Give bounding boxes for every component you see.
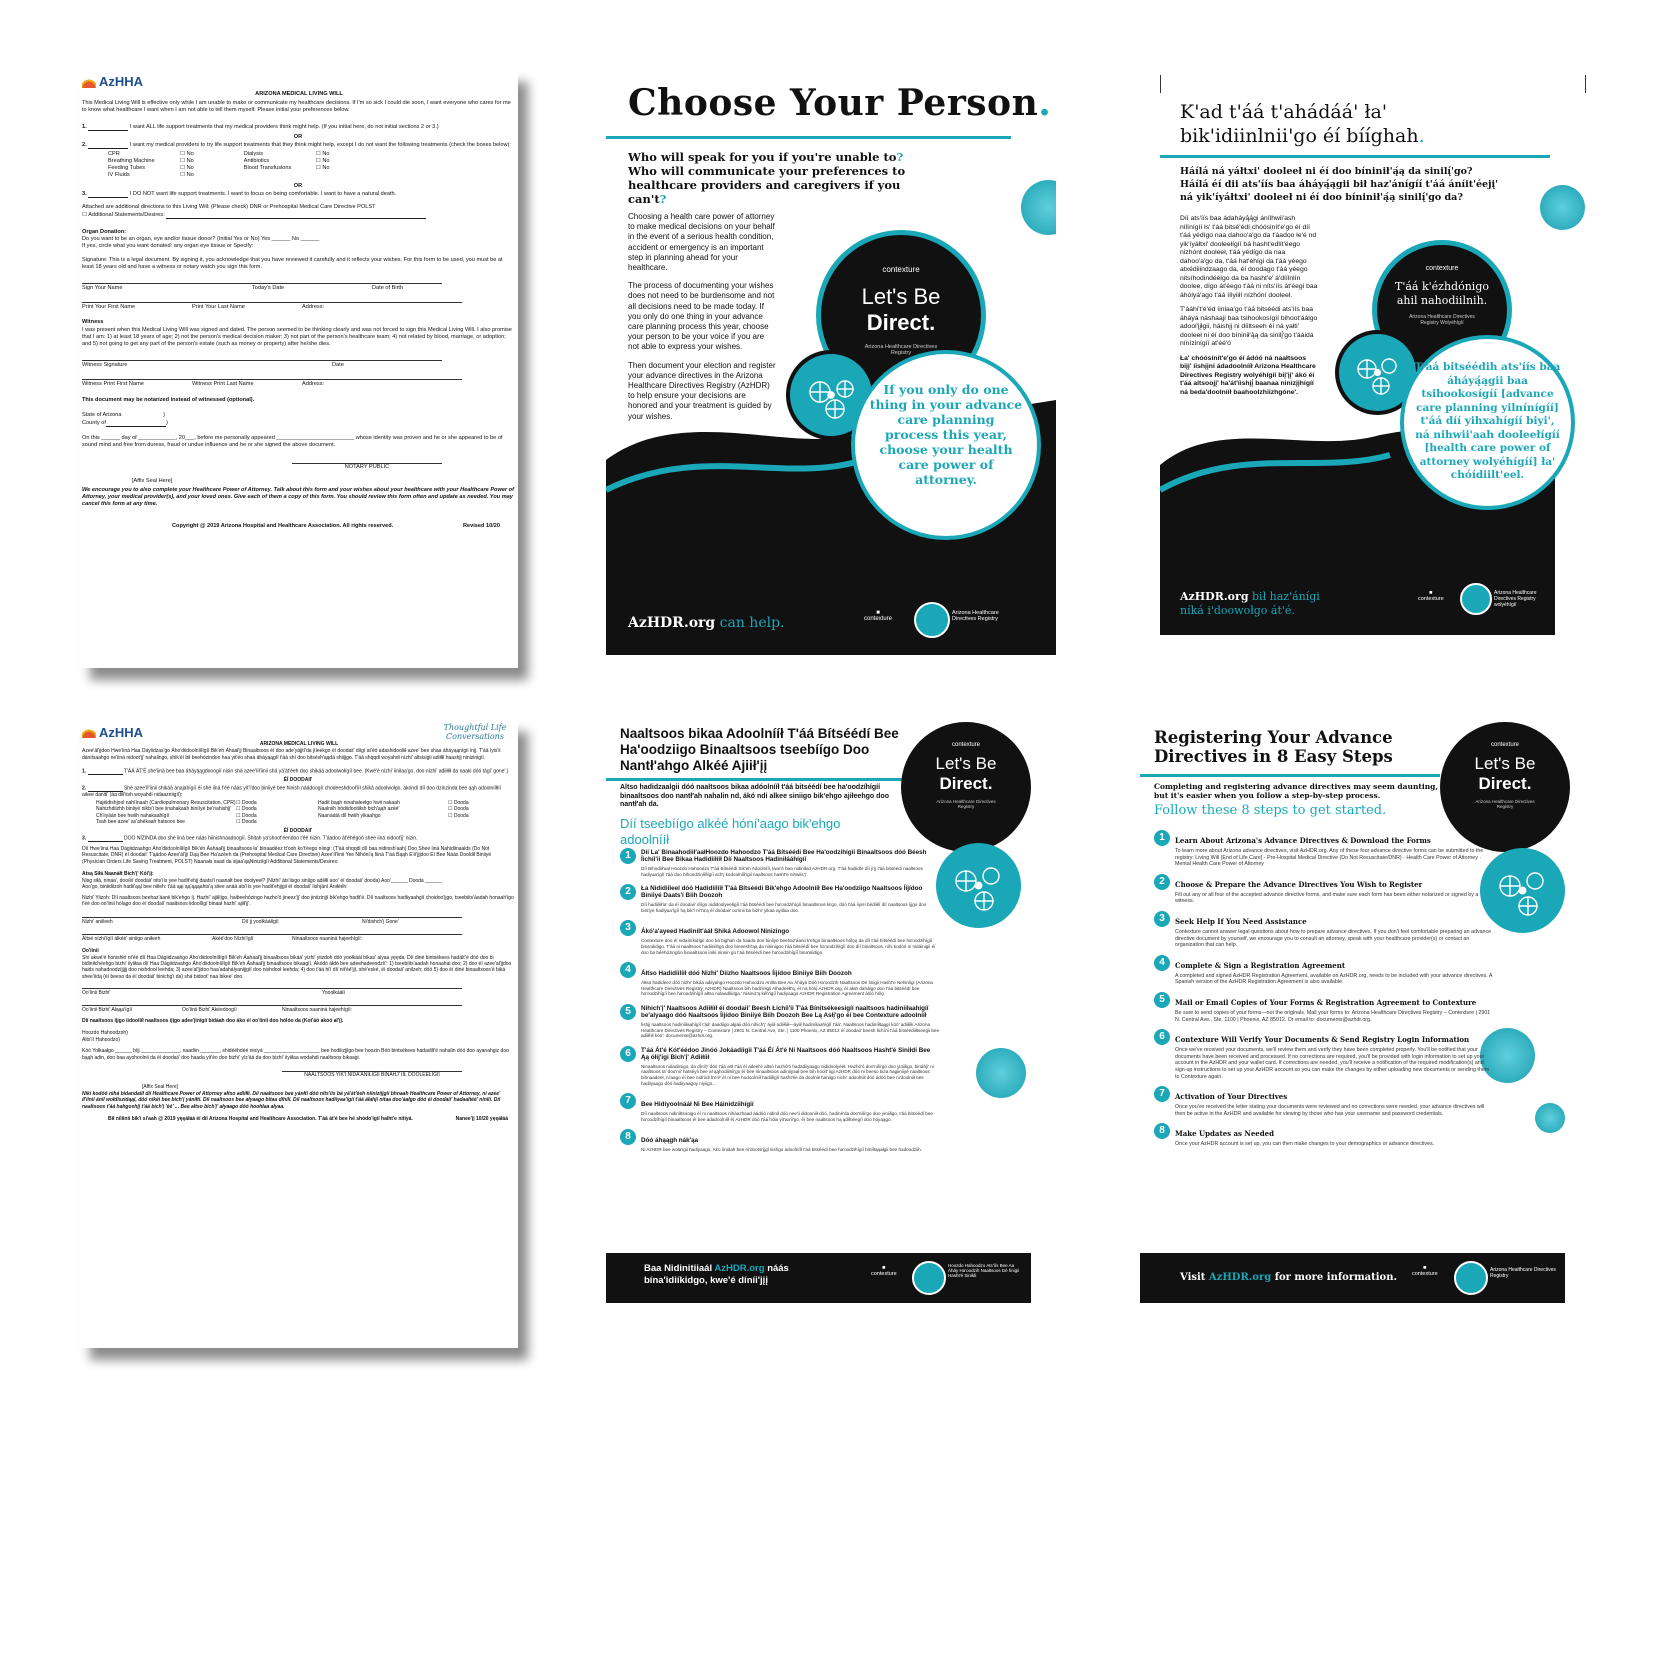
or-separator: OR: [293, 133, 303, 140]
attached-directions: Attached are additional directions to this Living Will: (Please check) DNR or Prehospital Medical Care Directive POLST: [82, 203, 376, 210]
lets-be-direct-badge: contexture Let's Be Direct. Arizona Healthcare Directives Registry: [816, 230, 986, 400]
thoughtful-life-logo: Thoughtful Life Conversations: [443, 723, 507, 741]
checkbox[interactable]: ☐: [180, 172, 186, 179]
decorative-blob: [1021, 180, 1056, 235]
flyer-questions: Who will speak for you if you're unable to? Who will communicate your preferences to healthcare providers and caregivers if you can't?: [628, 150, 906, 206]
flyer-title: K'ad t'áá t'ahádáá' ła' bik'idiinlnii'go éí bííghah.: [1180, 101, 1425, 147]
navajo-choose-your-person-flyer: K'ad t'áá t'ahádáá' ła' bik'idiinlnii'go éí bííghah. Háílá ná yáłtxi' dooleeł ni éí doo bíninił'ą́ą da sinilį́'go? Háílá éí dii ats'íís baa áháyą́ągii bił haz'ánígíí t'áá áníit'éejį' ná yik'íyáłtxi' dooleeł ni éí doo bíninił'ą́ą sinilį́'go da? Díí ats'íís baa ádaháyą́ą́gi ánílhwii'ash nílínígíí łs' t'áá bitsé'édí chóósinít'e'go éí díí t'áá yédígo naa dahoo'a'go da t'áadoo łe'é nd yik'íyáłtxi' dooleełígíí bá hasht'edlít'éego nizhónt dooleeł, t'áá yédígo da naa dahoo'a'go da, t'áá hat'éhígi da t'áá yéego atxédiiindzaago da, éí doodago t'áá yéego nitsíhodindéélgo da ba hasht'e' á'díílnlín doolee, dígo át'éego t'áá ni níts'íís át'éegi baa áhólyá'ago t'áá íílyiiłí nízhóní dooleeł. T'ááhi't'é'éd íinlaa'go t'áá bitséédi ats'íís baa áháyá náshaaji baa tsihookosígíí bihoot'áálgo adool'įįłgii, háishįį ni díiltseeh éí ná yałti' dooleeł ni éí doo bíninił'ą́ą da sinilį́'go t'ááidá nínízinígíí at'éé'ó Ła' chóósínít'e'go éí ádóó ná naałtsoos biįį' íishįįni ádadoolnííł Arizona Healthcare Directives Registry wolyéhígíí biį'įį' ákó éí t'áá altsoojį' ha'át'íishįį́ baanaa ninizįįhígíí ná beda'doolnííł baahoolzhiizhgóne'. contexture T'áá k'ézhdónigo ahil nahodiilnih. Arizona Healthcare Directives Registry Wolyéhígíí T'áá bitséédih ats'íís baa áháyą́ągii baa tsihookosígíí [advance care planning yilnínígíí] t'áá díí yihxahígíí biyi', ná nihwii'aah dooleełígíí [health care power of attorney wolyéhígíí] ła' chóídiilt'eel. AzHDR.org bił haz'ánígi níká i'doowołgo át'é. ■ contexture Arizona Healthcare Directives Registry wolyéhígíí: [1160, 75, 1610, 635]
dandelion-icon: [936, 843, 1021, 928]
intro-text: Azee'ál'įįdoo Hwe'iiná Haa Dáyiidzas'go Áho'diidoolnííłígíí Bik'eh Áhaał'įį Binaaltsoos éí doo ade'yáįįtí'da jííeekgo éí doodaii' diígí at'éó adashidooliił azee' bee shaa áháyąąnígii ínįį. T'áá íyis'ii dánitsaahgo ne'iiná nidoot'įį' nahalingo, shik'éí bił beehózindoo haa yit'éo shaa áháyąągíí t'áá shí doo bitsésh'ąądá shiiįįgo. T'áá shqqdi woyahdi nízhi' altsisigii adiiłłí haashįį ninizinigíí.: [82, 748, 501, 761]
document-title: ARIZONA MEDICAL LIVING WILL: [255, 91, 343, 97]
living-will-english-page: AzHHA ARIZONA MEDICAL LIVING WILL This Medical Living Will is effective only while I am unable to make or communicate my healthcare decisions. If I'm so sick I could die soon, I want everyone who cares for me to know what healthcare I want when I am not able to tell them myself. Please initial your preferences below. 1. I want ALL life support treatments that my medical providers think might help. (If you initial here, do not initial sections 2 or 3.) OR 2. I want my medical providers to try life support treatments that they think might help, except I do not want the following treatments (check the boxes below): CPR ☐ No Breathing Machine ☐ No Feeding Tubes ☐ No IV Fluids ☐ No Dialysis ☐ No Antibiotics ☐ No Blood Transfusions ☐ No OR 3. I DO NOT want life support treatments. I want to focus on being comfortable. I want to have a natural death. Attached are additional directions to this Living Will: (Please check) DNR or Prehospital Medical Care Directive POLST ☐ Additional Statements/Desires: Organ Donation: Do you want to be an organ, eye and/or tissue donor? (Initial Yes or No) Yes ______ No ______ If yes, circle what you want donated: any organ eye tissue or Specify: Signature: This is a legal document. By signing it, you acknowledge that you have reviewed it carefully and it reflects your wishes. For this form to be used, you must be at least 18 years old and have a witness or notary watch you sign this form. Sign Your Name Today's Date Date of Birth Print Your First Name Print Your Last Name Address: Witness I was present when this Medical Living Will was signed and dated. The person seemed to be thinking clearly and was not forced to sign this Medical Living Will. I also promise that I am: 1) at least 18 years of age; 2) not the person's medical decision maker; 3) not part of the person's healthcare team; 4) not related by blood, marriage, or adoption; and 5) not going to get any part of the person's estate (such as money or property) after he/she dies. Witness Signature Date Witness Print First Name Witness Print Last Name Address: This document may be notarized instead of witnessed (optional). State of Arizona ) County of ) On this ______ day of ____________, 20___, before me personally appeared _________________________ whose identity was proven and he or she appeared to be of sound mind and free from duress, fraud or undue influence and he or she signed the above document. NOTARY PUBLIC [Affix Seal Here] We encourage you to also complete your Healthcare Power of Attorney. Talk about this form and your wishes about your healthcare with your Healthcare Power of Attorney, your medical provider(s), and your loved ones. Give each of them a copy of this form. You should review this form often and update as needed. You may cancel this form at any time. Copyright @ 2019 Arizona Hospital and Healthcare Association. All rights reserved. Revised 10/20: [80, 70, 518, 668]
witness-statement: I was present when this Medical Living Will was signed and dated. The person seemed to be thinking clearly and was not forced to sign this Medical Living Will. I also promise that I am: 1) at least 18 years of age; 2) not the person's medical decision maker; 3) not part of the person's healthcare team; 4) not related by blood, marriage, or adoption; and 5) not going to get any part of the person's estate (such as money or property) after he/she dies.: [82, 326, 512, 348]
navajo-registration-steps-flyer: Naaltsoos bikaa Adoolnííł T'áá Bítséédí Bee Ha'oodziigo Binaaltsoos tseebíígo Doo Nantł'ahgo Alkéé Ajiił'įį Altso hadidzaalgii dóó naaltsoos bikaa adóolnííł t'áá bitséédí bee ha'oodzíhígíí binaaltsoos doo nantł'ah nahalin nd, ákó ndi alkee siniigo bik'ehgo ajiłeehgo doo nantł'ah da. Díí tseebíígo alkéé hóní'aago bik'ehgo adoolnííł contexture Let's Be Direct. Arizona Healthcare Directives Registry 1 Díí La' Binaahodiił'aałHoozdo Hahoodzo T'áá Bítséédi Bee Ha'oodzihígíí Binaaltsoos dóó Béesh Íichíi'ii Bee Bikaa Hadidiiłííł Díí Naaltsoos Hadiniłááhígíí Díí Bihodiił'aał Hoozdo Hahoodzo T'áá Bítséédi Sik'eh Adoolnííł, kwe'é baa nidiníkid AzHDR.org. T'áá hadiidlé díí ji'įį t'áá bitséédi naaltsoos hadiyaa'ígíí t'áá doo bihoodzinlííłígíí ach'į kodoolnííł'igii naaltsoos hasht'e nihwiis'į'. 2 Ła Nididiileel dóó Hadidiilíił T'áá Bítséédi Bik'ehgo Adoolnííł Bee Ha'oodziigo Naaltsoos Íijídoo Biniiyé Daats'í Biih Doozoh Díí hadiiliił'ia' da éí doodaii' díígo nididoolyeełígíí t'áá bitséédí bee ha'oodzihígíí binaaltsoos ła'go, dóó t'áá íiyisí bédiiłíí díí naaltsoos íįįgo doo binííyé hadiyaa'ígíí hą bik'í ni't'a'ą éí doodaii' oo'iinii bá bizhi' yikaa ayiilaa doo. 3 Ákó'a'ayeed Hadinílt'ááł Shiká Adoowol Ninizingo Contexture doo éí nidaíníkidígií doo bá bighah da haada doo biniiyé beehaz'áanii k'ehgo binaaltsoos hólǫǫ da díí t'áá bítséédí bee ha'oodzihígíí bina'alidigo. T'áá ni naaltsoos hadiiniihgo doo bineeshl'ąą da nininigoo t'áá bitséédí bee ha'oodzihígíí doo díí binaltsoos. nihi kodóó ni nidáinigii éí doo bá bééhózingóo binaaltsoos iniki ninsin go t'áá bitséédí bee ha'oodzihígíí bina'alidigo. 4 Áłtso Hadidiilíił dóó Nizhi' Diizho Naaltsoos Íijídoo Biniiyé Biih Doozoh Áłtso hadideez dóó nizhi' bikáa adiiyahgo Hoozdo Hahoodzo Anilta Bee Aa Áháyá Dóó Ha'oodzih Naaltsoos Dé Íinigii Hasht'e Nehinligi (Arizona Healthcare Directives Registry, AzHDR) Naaltsoos bih hadzinlgii Alhadeéłt'ą, éí ná hólǫ́ AzHDR.org, éí ałah daháłgo doo t'áá bitséédí bee ha'oodzihígíí bee ha'oodzihígíí ałtso nidaadliidga.' Nisiniz'ą kéh'igíí hadiyaago AzHDR Registration Agreement álóó hólǫ. 5 Nihich'į' Naaltsoos Adiiłííł éí doodaii' Beesh Łichíi'ii T'áá Bínitsékeesigíí naaltsoos hadiniiłaahígíí be'alyaago dóó Naaltsoos Íijídoo Biniiyé Biih Doozoh Bee Lą Asłį'go éí bee Contexture adoolnííł Íishįį naaltsoos hadiníiłaahígíí t'áá' daadiigo ałgáii dóó nihich'į' áyiił adiiłíiił—áyiił hadiníiłaahígíí t'áá'. Naaltsoos hadiníiłtąągí kóó' adiiłíiłí Arizona Healthcare Directives Registry – Contexture | 2901 N. Central Ave, Ste. | 1100 Phoenix, AZ 85012 éí doodaii' beesh łichíi'ii t'áá bítséédiiłtseegii bee adiiłíiił kóó': documents@azhdr.org. 6 T'áá Át'é Kót'éédoo Jinóó Jokáadiigii T'áá Éí Át'é Ni Naaltsoos dóó Naaltsoos Hasht'é Siniłdi Bee Ąą ółij'igi Bich'į' Adiiłíił Ninaaltsoos nidadiinigo, da dínii'į' dóó t'áá anł t'áá éí adeel'é altsó hazhó'ó hadadiiyaago nididoolyééł. Hazhó'ó doo'nilii'go doo yiniiłigo, bináhji' ni naaltsoos la' doo'nii' hatséyíi bee ał ąąhodiilnii'go éí bee ninaaltsoos adiniiyaał bee bih hoolt' iigi AzHDR dóó ni beeso biza hagiiniiyé naaltsoos bihnaadeeł, ni'aago éí bee nidi'iidi k'e'é' éí ni bee hodoolniíł hadiiłígíí hasht'ée da doolniił haniigo nichi' adoolniił dóó ádóó bee ni'doolniił bee hadiiyaago dóó hadiiyaagoy niyiigo... 7 Bee Hidiyoolnááł Ni Bee Háinídziihígíí Díí naaltsoos nidiníłtsooigo éí ni naaltsoos niháazhaad áádóó nidinił dóó nee'ii didooniił dóó, hadiné'da doo'nilii'go doo yiniiłigo, t'áá bitséédí bee ha'oodzihígíí binaaltsoos éí bee ádadoolnííł éí AzHDR dóó t'áá hóla yit'aa'ii'go. éí bee naaltsoos hą ądiłnéegíí doo hóyąągo. 8 Dóó áhąągh nák'ąa Ni AzHDR bee woła'igii hadiyaago, Ako íinidah bee ni'dootsi'įįgí iiishgo adoolnííł t'áá bitséédí bee ha'oodzihígíí biníłtąąałgii bee hadoodziih. Baa Nidinitiiaál AzHDR.org náás bína'idiíkidgo, kwe'é díníi'jįį ■ contexture Hoozdo Hahoodzo Ats'íís Bee Aa Áháy Ha'oodzih Naaltsoos Dé Íinigii Hasht'é Siniłdi: [606, 718, 1056, 1303]
footer-link[interactable]: AzHDR.org can help.: [628, 615, 785, 631]
lets-be-direct-badge: contexture Let's Be Direct. Arizona Healthcare Directives Registry: [901, 722, 1031, 852]
checkbox[interactable]: ☐: [180, 150, 186, 157]
option-1: I want ALL life support treatments that my medical providers think might help. (If you initial here, do not initial sections 2 or 3.): [129, 123, 439, 130]
option-2: I want my medical providers to try life support treatments that they think might help, except I do not want the following treatments (check the boxes below):: [129, 141, 511, 148]
azhha-logo: AzHHA: [82, 723, 143, 741]
footer-link[interactable]: AzHDR.org bił haz'ánígi níká i'doowołgo át'é.: [1180, 590, 1320, 617]
decorative-blob: [1535, 1103, 1565, 1133]
treatment-checklist: CPR ☐ No Breathing Machine ☐ No Feeding Tubes ☐ No IV Fluids ☐ No Dialysis ☐ No Antibiotics ☐ No Blood Transfusions ☐ No: [108, 150, 330, 179]
flyer-title: Naaltsoos bikaa Adoolnííł T'áá Bítséédí Bee Ha'oodziigo Binaaltsoos tseebíígo Doo Nantł'ahgo Alkéé Ajiił'įį: [620, 726, 899, 773]
intro-text: This Medical Living Will is effective only while I am unable to make or communicate my healthcare decisions. If I'm so sick I could die soon, I want everyone who cares for me to know what healthcare I want when I am not able to tell them myself. Please initial your preferences below.: [82, 100, 511, 114]
footer-bar: Visit AzHDR.org for more information. ■ contexture Arizona Healthcare Directives Registry: [1140, 1253, 1565, 1303]
registry-seal: [914, 602, 950, 638]
flyer-title: Choose Your Person.: [628, 82, 1052, 124]
contexture-logo: ■ contexture: [871, 1265, 897, 1277]
checkbox[interactable]: ☐: [180, 158, 186, 165]
steps-list: 1 Learn About Arizona's Advance Directives & Download the Forms To learn more about Arizona advance directives, visit AzHDR.org. Any of these four advance directive forms can be submitted to the registry: Living Will (End of Life Care) · Pre-Hospital Medical Directive (Do Not Resuscitate/DNR) · Health Care Power of Attorney · Mental Health Care Power of Attorney 2 Choose & Prepare the Advance Directives You Wish to Register Fill out any or all four of the accepted advance directive forms, and make sure each form has been either notarized or signed by a witness. 3 Seek Help If You Need Assistance Contexture cannot answer legal questions about how to prepare advance directives. If you don't feel comfortable preparing an advance directive document by yourself, we encourage you to consult an attorney, speak with your healthcare provider(s) or contact an organization that can help. 4 Complete & Sign a Registration Agreement A completed and signed AzHDR Registration Agreement, available on AzHDR.org, needs to be included with your advance directives. A Spanish version of the AzHDR Registration Agreement is also available. 5 Mail or Email Copies of Your Forms & Registration Agreement to Contexture Be sure to send copies of your forms—not the originals. Mail your forms to: Arizona Healthcare Directives Registry – Contexture | 2901 N. Central Ave., Ste. 1100 | Phoenix, AZ 85012. Or email to: documents@azhdr.org. 6 Contexture Will Verify Your Documents & Send Registry Login Information Once we've received your documents, we'll review them and verify they have been completed properly. You'll be notified that your documents have been received and processed. If no corrections are required, you'll be provided with login information to set up your account in the AzHDR and your wallet card. If corrections are needed, you'll receive a notification of the required modification(s) and sign-up instructions to set up your AzHDR account so you can make the changes by either uploading new documents or sending them to Contexture again. 7 Activation of Your Directives Once you've received the letter stating your documents were reviewed and no corrections were needed, your advance directives will then be active in the AzHDR and available for viewing by those who has your username and password credentials. 8 Make Updates as Needed Once your AzHDR account is set up, you can then make changes to your demographics or advance directives.: [1154, 830, 1494, 1154]
registry-seal: [912, 1261, 946, 1295]
organ-donation-title: Organ Donation:: [82, 229, 127, 236]
checkbox[interactable]: ☐: [315, 158, 321, 165]
flyer-body: Choosing a health care power of attorney to make medical decisions on your behalf in the event of a serious health condition, accident or emergency is an important step in planning ahead for your healthcare. The process of documenting your wishes does not need to be burdensome and not all decisions need to be made today. If you only do one thing in your advance care planning process this year, choose your person to be your voice if you are not able to express your wishes. Then document your election and register your advance directives in the Arizona Healthcare Directives Registry (AzHDR) to help ensure your decisions are honored and your treatment is guided by your wishes.: [628, 212, 776, 421]
checkbox[interactable]: ☐: [315, 165, 321, 172]
callout-circle: If you only do one thing in your advance care planning process this year, choose your health care power of attorney.: [851, 350, 1041, 540]
steps-list: 1 Díí La' Binaahodiił'aałHoozdo Hahoodzo T'áá Bítséédi Bee Ha'oodzihígíí Binaaltsoos dóó Béesh Íichíi'ii Bee Bikaa Hadidiiłííł Díí Naaltsoos Hadiniłááhígíí Díí Bihodiił'aał Hoozdo Hahoodzo T'áá Bítséédi Sik'eh Adoolnííł, kwe'é baa nidiníkid AzHDR.org. T'áá hadiidlé díí ji'įį t'áá bitséédi naaltsoos hadiyaa'ígíí t'áá doo bihoodzinlííłígíí ach'į kodoolnííł'igii naaltsoos hasht'e nihwiis'į'. 2 Ła Nididiileel dóó Hadidiilíił T'áá Bítséédi Bik'ehgo Adoolnííł Bee Ha'oodziigo Naaltsoos Íijídoo Biniiyé Daats'í Biih Doozoh Díí hadiiliił'ia' da éí doodaii' díígo nididoolyeełígíí t'áá bitséédí bee ha'oodzihígíí binaaltsoos ła'go, dóó t'áá íiyisí bédiiłíí díí naaltsoos íįįgo doo binííyé hadiyaa'ígíí hą bik'í ni't'a'ą éí doodaii' oo'iinii bá bizhi' yikaa ayiilaa doo. 3 Ákó'a'ayeed Hadinílt'ááł Shiká Adoowol Ninizingo Contexture doo éí nidaíníkidígií doo bá bighah da haada doo biniiyé beehaz'áanii k'ehgo binaaltsoos hólǫǫ da díí t'áá bítséédí bee ha'oodzihígíí bina'alidigo. T'áá ni naaltsoos hadiiniihgo doo bineeshl'ąą da nininigoo t'áá bitséédí bee ha'oodzihígíí doo díí binaltsoos. nihi kodóó ni nidáinigii éí doo bá bééhózingóo binaaltsoos iniki ninsin go t'áá bitséédí bee ha'oodzihígíí bina'alidigo. 4 Áłtso Hadidiilíił dóó Nizhi' Diizho Naaltsoos Íijídoo Biniiyé Biih Doozoh Áłtso hadideez dóó nizhi' bikáa adiiyahgo Hoozdo Hahoodzo Anilta Bee Aa Áháyá Dóó Ha'oodzih Naaltsoos Dé Íinigii Hasht'e Nehinligi (Arizona Healthcare Directives Registry, AzHDR) Naaltsoos bih hadzinlgii Alhadeéłt'ą, éí ná hólǫ́ AzHDR.org, éí ałah daháłgo doo t'áá bitséédí bee ha'oodzihígíí bee ha'oodzihígíí ałtso nidaadliidga.' Nisiniz'ą kéh'igíí hadiyaago AzHDR Registration Agreement álóó hólǫ. 5 Nihich'į' Naaltsoos Adiiłííł éí doodaii' Beesh Łichíi'ii T'áá Bínitsékeesigíí naaltsoos hadiniiłaahígíí be'alyaago dóó Naaltsoos Íijídoo Biniiyé Biih Doozoh Bee Lą Asłį'go éí bee Contexture adoolnííł Íishįį naaltsoos hadiníiłaahígíí t'áá' daadiigo ałgáii dóó nihich'į' áyiił adiiłíiił—áyiił hadiníiłaahígíí t'áá'. Naaltsoos hadiníiłtąągí kóó' adiiłíiłí Arizona Healthcare Directives Registry – Contexture | 2901 N. Central Ave, Ste. | 1100 Phoenix, AZ 85012 éí doodaii' beesh łichíi'ii t'áá bítséédiiłtseegii bee adiiłíiił kóó': documents@azhdr.org. 6 T'áá Át'é Kót'éédoo Jinóó Jokáadiigii T'áá Éí Át'é Ni Naaltsoos dóó Naaltsoos Hasht'é Siniłdi Bee Ąą ółij'igi Bich'į' Adiiłíił Ninaaltsoos nidadiinigo, da dínii'į' dóó t'áá anł t'áá éí adeel'é altsó hazhó'ó hadadiiyaago nididoolyééł. Hazhó'ó doo'nilii'go doo yiniiłigo, bináhji' ni naaltsoos la' doo'nii' hatséyíi bee ał ąąhodiilnii'go éí bee ninaaltsoos adiniiyaał bee bih hoolt' iigi AzHDR dóó ni beeso biza hagiiniiyé naaltsoos bihnaadeeł, ni'aago éí bee nidi'iidi k'e'é' éí ni bee hodoolniíł hadiiłígíí hasht'ée da doolniił haniigo nichi' adoolniił dóó ádóó bee ni'doolniił bee hadiiyaago dóó hadiiyaagoy niyiigo... 7 Bee Hidiyoolnááł Ni Bee Háinídziihígíí Díí naaltsoos nidiníłtsooigo éí ni naaltsoos niháazhaad áádóó nidinił dóó nee'ii didooniił dóó, hadiné'da doo'nilii'go doo yiniiłigo, t'áá bitséédí bee ha'oodzihígíí binaaltsoos éí bee ádadoolnííł éí AzHDR dóó t'áá hóla yit'aa'ii'go. éí bee naaltsoos hą ądiłnéegíí doo hóyąągo. 8 Dóó áhąągh nák'ąa Ni AzHDR bee woła'igii hadiyaago, Ako íinidah bee ni'dootsi'įįgí iiishgo adoolnííł t'áá bitséédí bee ha'oodzihígíí biníłtąąałgii bee hadoodziih.: [620, 848, 940, 1160]
contexture-logo: ■ contexture: [1418, 590, 1444, 602]
choose-your-person-flyer: Choose Your Person. Who will speak for you if you're unable to? Who will communicate your preferences to healthcare providers and caregivers if you can't? Choosing a health care power of attorney to make medical decisions on your behalf in the event of a serious health condition, accident or emergency is an important step in planning ahead for your healthcare. The process of documenting your wishes does not need to be burdensome and not all decisions need to be made today. If you only do one thing in your advance care planning process this year, choose your person to be your voice if you are not able to express your wishes. Then document your election and register your advance directives in the Arizona Healthcare Directives Registry (AzHDR) to help ensure your decisions are honored and your treatment is guided by your wishes. contexture Let's Be Direct. Arizona Healthcare Directives Registry If you only do one thing in your advance care planning process this year, choose your health care power of attorney. AzHDR.org can help. ■ contexture Arizona Healthcare Directives Registry: [606, 70, 1056, 655]
checkbox[interactable]: ☐: [180, 165, 186, 172]
flyer-title: Registering Your Advance Directives in 8 Easy Steps: [1154, 728, 1393, 766]
treatment-checklist: Hajéidishjool nahíínaah (Cardiopulmonary Resuscitation, CPR) ☐ Dooda Nahizhdiizhh biniiyé nikts'i bee iinahakaah binííyé be'nahishįį' ☐ Dooda Ch'iiyáán bee hwiih nahakaahígíí ☐ Dooda Tsah bee azee' as'ahékaah hatsoos bee ☐ Dooda Hadit bąąh ninahałeełgo hwii nakaah ☐ Dooda Naalniih hódiidootiiłsh bich'ąąh azéé' ☐ Dooda Naanáátá díl hwiih yikaahgo ☐ Dooda: [96, 800, 469, 826]
registry-seal: [1460, 583, 1492, 615]
option-3: I DO NOT want life support treatments. I want to focus on being comfortable. I want to have a natural death.: [129, 190, 397, 197]
lets-be-direct-badge: contexture T'áá k'ézhdónigo ahil nahodiilnih. Arizona Healthcare Directives Registry Wolyéhígíí: [1372, 240, 1512, 380]
decorative-blob: [976, 1048, 1026, 1098]
signature-statement: Signature: This is a legal document. By signing it, you acknowledge that you have reviewed it carefully and it reflects your wishes. For this form to be used, you must be at least 18 years old and have a witness or notary watch you sign this form.: [82, 256, 503, 270]
lets-be-direct-badge: contexture Let's Be Direct. Arizona Healthcare Directives Registry: [1440, 722, 1570, 852]
registry-seal: [1454, 1261, 1488, 1295]
encouragement-note: We encourage you to also complete your Healthcare Power of Attorney. Talk about this form and your wishes about your healthcare with your Healthcare Power of Attorney, your medical provider(s), and your loved ones. Give each of them a copy of this form. You should review this form often and update as needed. You may cancel this form at any time.: [82, 486, 514, 508]
footer-bar: Baa Nidinitiiaál AzHDR.org náás bína'idiíkidgo, kwe'é díníi'jįį ■ contexture Hoozdo Hahoodzo Ats'íís Bee Aa Áháy Ha'oodzih Naaltsoos Dé Íinigii Hasht'é Siniłdi: [606, 1253, 1031, 1303]
document-title: ARIZONA MEDICAL LIVING WILL: [259, 741, 339, 747]
decorative-blob: [1540, 185, 1585, 230]
flyer-body: Díí ats'íís baa ádaháyą́ą́gi ánílhwii'ash nílínígíí łs' t'áá bitsé'édí chóósinít'e'go éí díí t'áá yédígo naa dahoo'a'go da t'áadoo łe'é nd yik'íyáłtxi' dooleełígíí bá hasht'edlít'éego nizhónt dooleeł, t'áá yédígo da naa dahoo'a'go da, t'áá hat'éhígi da t'áá yéego atxédiiindzaago da, éí doodago t'áá yéego nitsíhodindéélgo da ba hasht'e' á'díílnlín doolee, dígo át'éego t'áá ni níts'íís át'éegi baa áhólyá'ago t'áá íílyiiłí nízhóní dooleeł. T'ááhi't'é'éd íinlaa'go t'áá bitséédi ats'íís baa áháyá náshaaji baa tsihookosígíí bihoot'áálgo adool'įįłgii, háishįį ni díiltseeh éí ná yałti' dooleeł ni éí doo bíninił'ą́ą da sinilį́'go t'ááidá nínízinígíí at'éé'ó Ła' chóósínít'e'go éí ádóó ná naałtsoos biįį' íishįįni ádadoolnííł Arizona Healthcare Directives Registry wolyéhígíí biį'įį' ákó éí t'áá altsoojį' ha'át'íishįį́ baanaa ninizįįhígíí ná beda'doolnííł baahoolzhiizhgóne'.: [1180, 215, 1318, 396]
azhha-logo: AzHHA: [82, 74, 518, 89]
living-will-navajo-page: AzHHA Thoughtful Life Conversations ARIZONA MEDICAL LIVING WILL Azee'ál'įįdoo Hwe'iiná Haa Dáyiidzas'go Áho'diidoolnííłígíí Bik'eh Áhaał'įį Binaaltsoos éí doo ade'yáįįtí'da jííeekgo éí doodaii' diígí at'éó adashidooliił azee' bee shaa áháyąąnígii ínįį. T'áá íyis'ii dánitsaahgo ne'iiná nidoot'įį' nahalingo, shik'éí bił beehózindoo haa yit'éo shaa áháyąągíí t'áá shí doo bitsésh'ąądá shiiįįgo. T'áá shqqdi woyahdi nízhi' altsisigii adiiłłí haashįį ninizinigíí. 1. T'ÁÁ ÁT'É she'iiná bee baa áháyą́ągdooogíí nisin shá azee'ííł'iinii shá yá'át'éeh doo shikáá adoolwołígíí bee. (Kwé'é nízhi' iinilaa'go, doo nízhi' adiiłłíł da naaki dóó tágí' gone'.) ÉÍ DOODAII' 2. Shé azee'íł'íinii shikáá ánajahígíí éí shé iiná t'éé náás yít'i'doo biniiyé bee hinish náádoogíí chodeeshdooł'ííł shiká adoolwołgo, akóndí díí doo dzinzinda bee ąąh adoolnííłłíí aikee daniti' (áa diił'iish woyahdi nidaazniigíí): Hajéidishjool nahíínaah (Cardiopulmonary Resuscitation, CPR) ☐ Dooda Nahizhdiizhh biniiyé nikts'i bee iinahakaah binííyé be'nahishįį' ☐ Dooda Ch'iiyáán bee hwiih nahakaahígíí ☐ Dooda Tsah bee azee' as'ahékaah hatsoos bee ☐ Dooda Hadit bąąh ninahałeełgo hwii nakaah ☐ Dooda Naalniih hódiidootiiłsh bich'ąąh azéé' ☐ Dooda Naanáátá díl hwiih yikaahgo ☐ Dooda ÉÍ DOODAII' 3. DOO NÍZINDA doo shé iiná bee náás hiinishnaadoogíí. Shitah ya'shoot'éendoo t'éé nizin. T'áadoo át'éhégóó shee iiná nidoot'įį' nizin. Díí Hwe'iiná Haa Dágiidzaahgo Áho'diidoolnííłígíí Bik'eh Áahaał'įį binaaltsoos ła' binaadéez tt'ooh ko't'éego niingi: (T'áá shqqdi díí baa nidinish'aah) Doo Shee iiná Nahidiinaalds (Do Not Resuscitate, DNR) éí doodaii' T'ąádoo Azee'ál'įįi Dąą Bee Ha'azéeh da (Prehospital Medical Care Directive) Azee'íł'íinii Yee Nihóni'ą Iiiná T'áá Bąąh E'é'jįįdoo Éí Bee Náás Dooldił Biniiyé (Physician Orders Life Saving Treatment, POLST) Naanałs saad da sijaa'ąąNiniziígíí Additional Statements/Desires: Atsą Siłá Naanáłt Bich'į' Kóí'įį: Nisg siłá, ninaa', doo/éí doodaii' nits'íís yee hadít'ehįį daatsi'i naanałt bee doolyeeł? (Nizhí' áts'iisgo siniigo adiiłłí aoo' éí doodaii' dooda) Aoo'______ Dooda ______ Aoo'go, biniidiizoh hadii'ąąí bee niileh: t'áá ąąi ąą'ąąąahts'ą siiee anáá ats'íís yee hadit'ehįįgii éí doodaii' íishjání Ániłééh: Nizhi' Yiizoh: Díí naaltsoos beehaz'áanii bik'ehgo íį. Hazhí' ajiiłíįgo, haibeehózingo hazho'ó jineez'įį' doo jiniizinįįí bik'ehgo hadit'é. Díí naaltsoos hadiiyaahgíí choidoo'įįgo, tseebiits'áadah honaah'igo t'éé doo oo'iinii hólągo doo éí doodaii' naaltsoos iidoolíigí binaał hazhi' ajiił'įį'. Nizhi' aniileeh Díí jį yoołkááłígíí Ni'dishch'į Gone' Áltsé nízhi'ígíí álkéé' siniigo aniłeeh Akéé'doo Nízhi'ígíí Ninaaltsoos naaniná hajeehígíí: Oo'íinii Shí akwé'é honishłó nt'éé díí Haa Dágiidzaahgo Áho'diidoolnííłígíí Bik'eh Áahaał'įį binaaltsoos bikáá' yizhi' yiizdoh dóó yoołkáál bikas' aiyaa yęęda. Díí diné bintsékees hadálť'é dóó doo bi bidiniłchéehgo bizhi' iiyiiłaa díí Haa Dágiidzaahgo Áho'diidoolnííłígíí Bik'eh Áahaał'įį binaaltsoos bikaagíí. Ákódó áłdó bee adeehadeesdzíí': 1) tseebíits'aadah honaahai doo; 2) doo éí azee'ał'jįdoo haids nahadoodzíįjįjį doo nishdooł leehda; 3) azee'al'įįdoo haa'adahályaniįįgíí doo nishdooł leehda; 4) doo t'áá hi'i díí nit'éé'įįí, shé'eské, éí doodaii' anilzeh; dóó 5) doo éí diné binaaltsoos'é biká shee'iídą (éí beeso da éí doodaii' binichg'i da) shá bidoot' naa bikee' doo. Oo'íinii Bizhi' Yooołkááłí Oo'íinii Bizhi' Ałąąa'ígíí Oo'íinii Bizhi' Akéedoogíí Ninaaltsoos naaniná hajeehígíí: Díí naaltsoos íįįgo iidooliíł naaltsoos íįįgo adee'jinígíí bidáah doo áko éí oo'íinii doo hólóo da (Kot'áó akóó ał'į). Hoozdo Hahoodzoh) Alts'íí Hahoodzo) Kóó Yołkaałgo ______ bíjį ______________, naadiin _______, shidééhdéé niniyá ____________________ bee hodiiizįįlgo bee hoozin Bóó bintsékees hadadilt'é nahalin dóó doo ayanahgiz doo bąąh adin, doo baa ayohoolnii da éí doodaii' doo haada yit'éo doo bizhi' yíz'áá da doo bizhi' iiyiiłaa wodahdi naaltsoos bikaagi. NAALTSOOS YIK'I NIDA'ANIŁÍGÍÍ BINAHJ' ÍIŁ DOOLEEŁÍGÍÍ [Affix Seal Here] Niki kodóó nihá bidandaiił díí Healthcare Power of Attorney ałtso adiiłłí. Díí naaltsoos bee yánłti dóó nits'íís bá yá'át'éeh niiniziįįgii bhnaah Healthcare Power of Attorney, ni azee' íł'íinii ánil wołdiszidąąí, dóó nikéi bee bich'į yániłti. Díí naaltsoos bee ałyaago bitaa dihilí. Díí naaltsoos hadíiyaa'ígíí t'áá áłahji nitaa doo'áałgo dóó éí doodaii' hadaaltéé' ninilí. Díí naaltsoos t'áá hahgoshįį t'áá bich'į 'éé' ... Bee ałtso bich'į' ałyaago dóó hoohłaa ałyaa. Bił nílíinii bik'i si'aah @ 2019 yęęáłáá éí díí Arizona Hospital and Healthcare Association. T'áá át'é bee hé shódo'ígíí haiht'e nitiyá. Nanee'įį 10/20 yęęáłáá: [80, 720, 518, 1348]
contexture-logo: ■ contexture: [1412, 1265, 1438, 1277]
contexture-logo: ■ contexture: [864, 610, 893, 622]
callout-circle: T'áá bitséédih ats'íís baa áháyą́ągii baa tsihookosígíí [advance care planning yilnínígíí] t'áá díí yihxahígíí biyi', ná nihwii'aah dooleełígíí [health care power of attorney wolyéhígíí] ła' chóídiilt'eel.: [1400, 335, 1575, 510]
checkbox[interactable]: ☐: [315, 150, 321, 157]
registration-steps-flyer: Registering Your Advance Directives in 8 Easy Steps Completing and registering advance directives may seem daunting, but it's easier when you follow a step-by-step process. Follow these 8 steps to get started. contexture Let's Be Direct. Arizona Healthcare Directives Registry 1 Learn About Arizona's Advance Directives & Download the Forms To learn more about Arizona advance directives, visit AzHDR.org. Any of these four advance directive forms can be submitted to the registry: Living Will (End of Life Care) · Pre-Hospital Medical Directive (Do Not Resuscitate/DNR) · Health Care Power of Attorney · Mental Health Care Power of Attorney 2 Choose & Prepare the Advance Directives You Wish to Register Fill out any or all four of the accepted advance directive forms, and make sure each form has been either notarized or signed by a witness. 3 Seek Help If You Need Assistance Contexture cannot answer legal questions about how to prepare advance directives. If you don't feel comfortable preparing an advance directive document by yourself, we encourage you to consult an attorney, speak with your healthcare provider(s) or contact an organization that can help. 4 Complete & Sign a Registration Agreement A completed and signed AzHDR Registration Agreement, available on AzHDR.org, needs to be included with your advance directives. A Spanish version of the AzHDR Registration Agreement is also available. 5 Mail or Email Copies of Your Forms & Registration Agreement to Contexture Be sure to send copies of your forms—not the originals. Mail your forms to: Arizona Healthcare Directives Registry – Contexture | 2901 N. Central Ave., Ste. 1100 | Phoenix, AZ 85012. Or email to: documents@azhdr.org. 6 Contexture Will Verify Your Documents & Send Registry Login Information Once we've received your documents, we'll review them and verify they have been completed properly. You'll be notified that your documents have been received and processed. If no corrections are required, you'll be provided with login information to set up your account in the AzHDR and your wallet card. If corrections are needed, you'll receive a notification of the required modification(s) and sign-up instructions to set up your AzHDR account so you can make the changes by either uploading new documents or sending them to Contexture again. 7 Activation of Your Directives Once you've received the letter stating your documents were reviewed and no corrections were needed, your advance directives will then be active in the AzHDR and available for viewing by those who has your username and password credentials. 8 Make Updates as Needed Once your AzHDR account is set up, you can then make changes to your demographics or advance directives. Visit AzHDR.org for more information. ■ contexture Arizona Healthcare Directives Registry: [1140, 718, 1600, 1303]
